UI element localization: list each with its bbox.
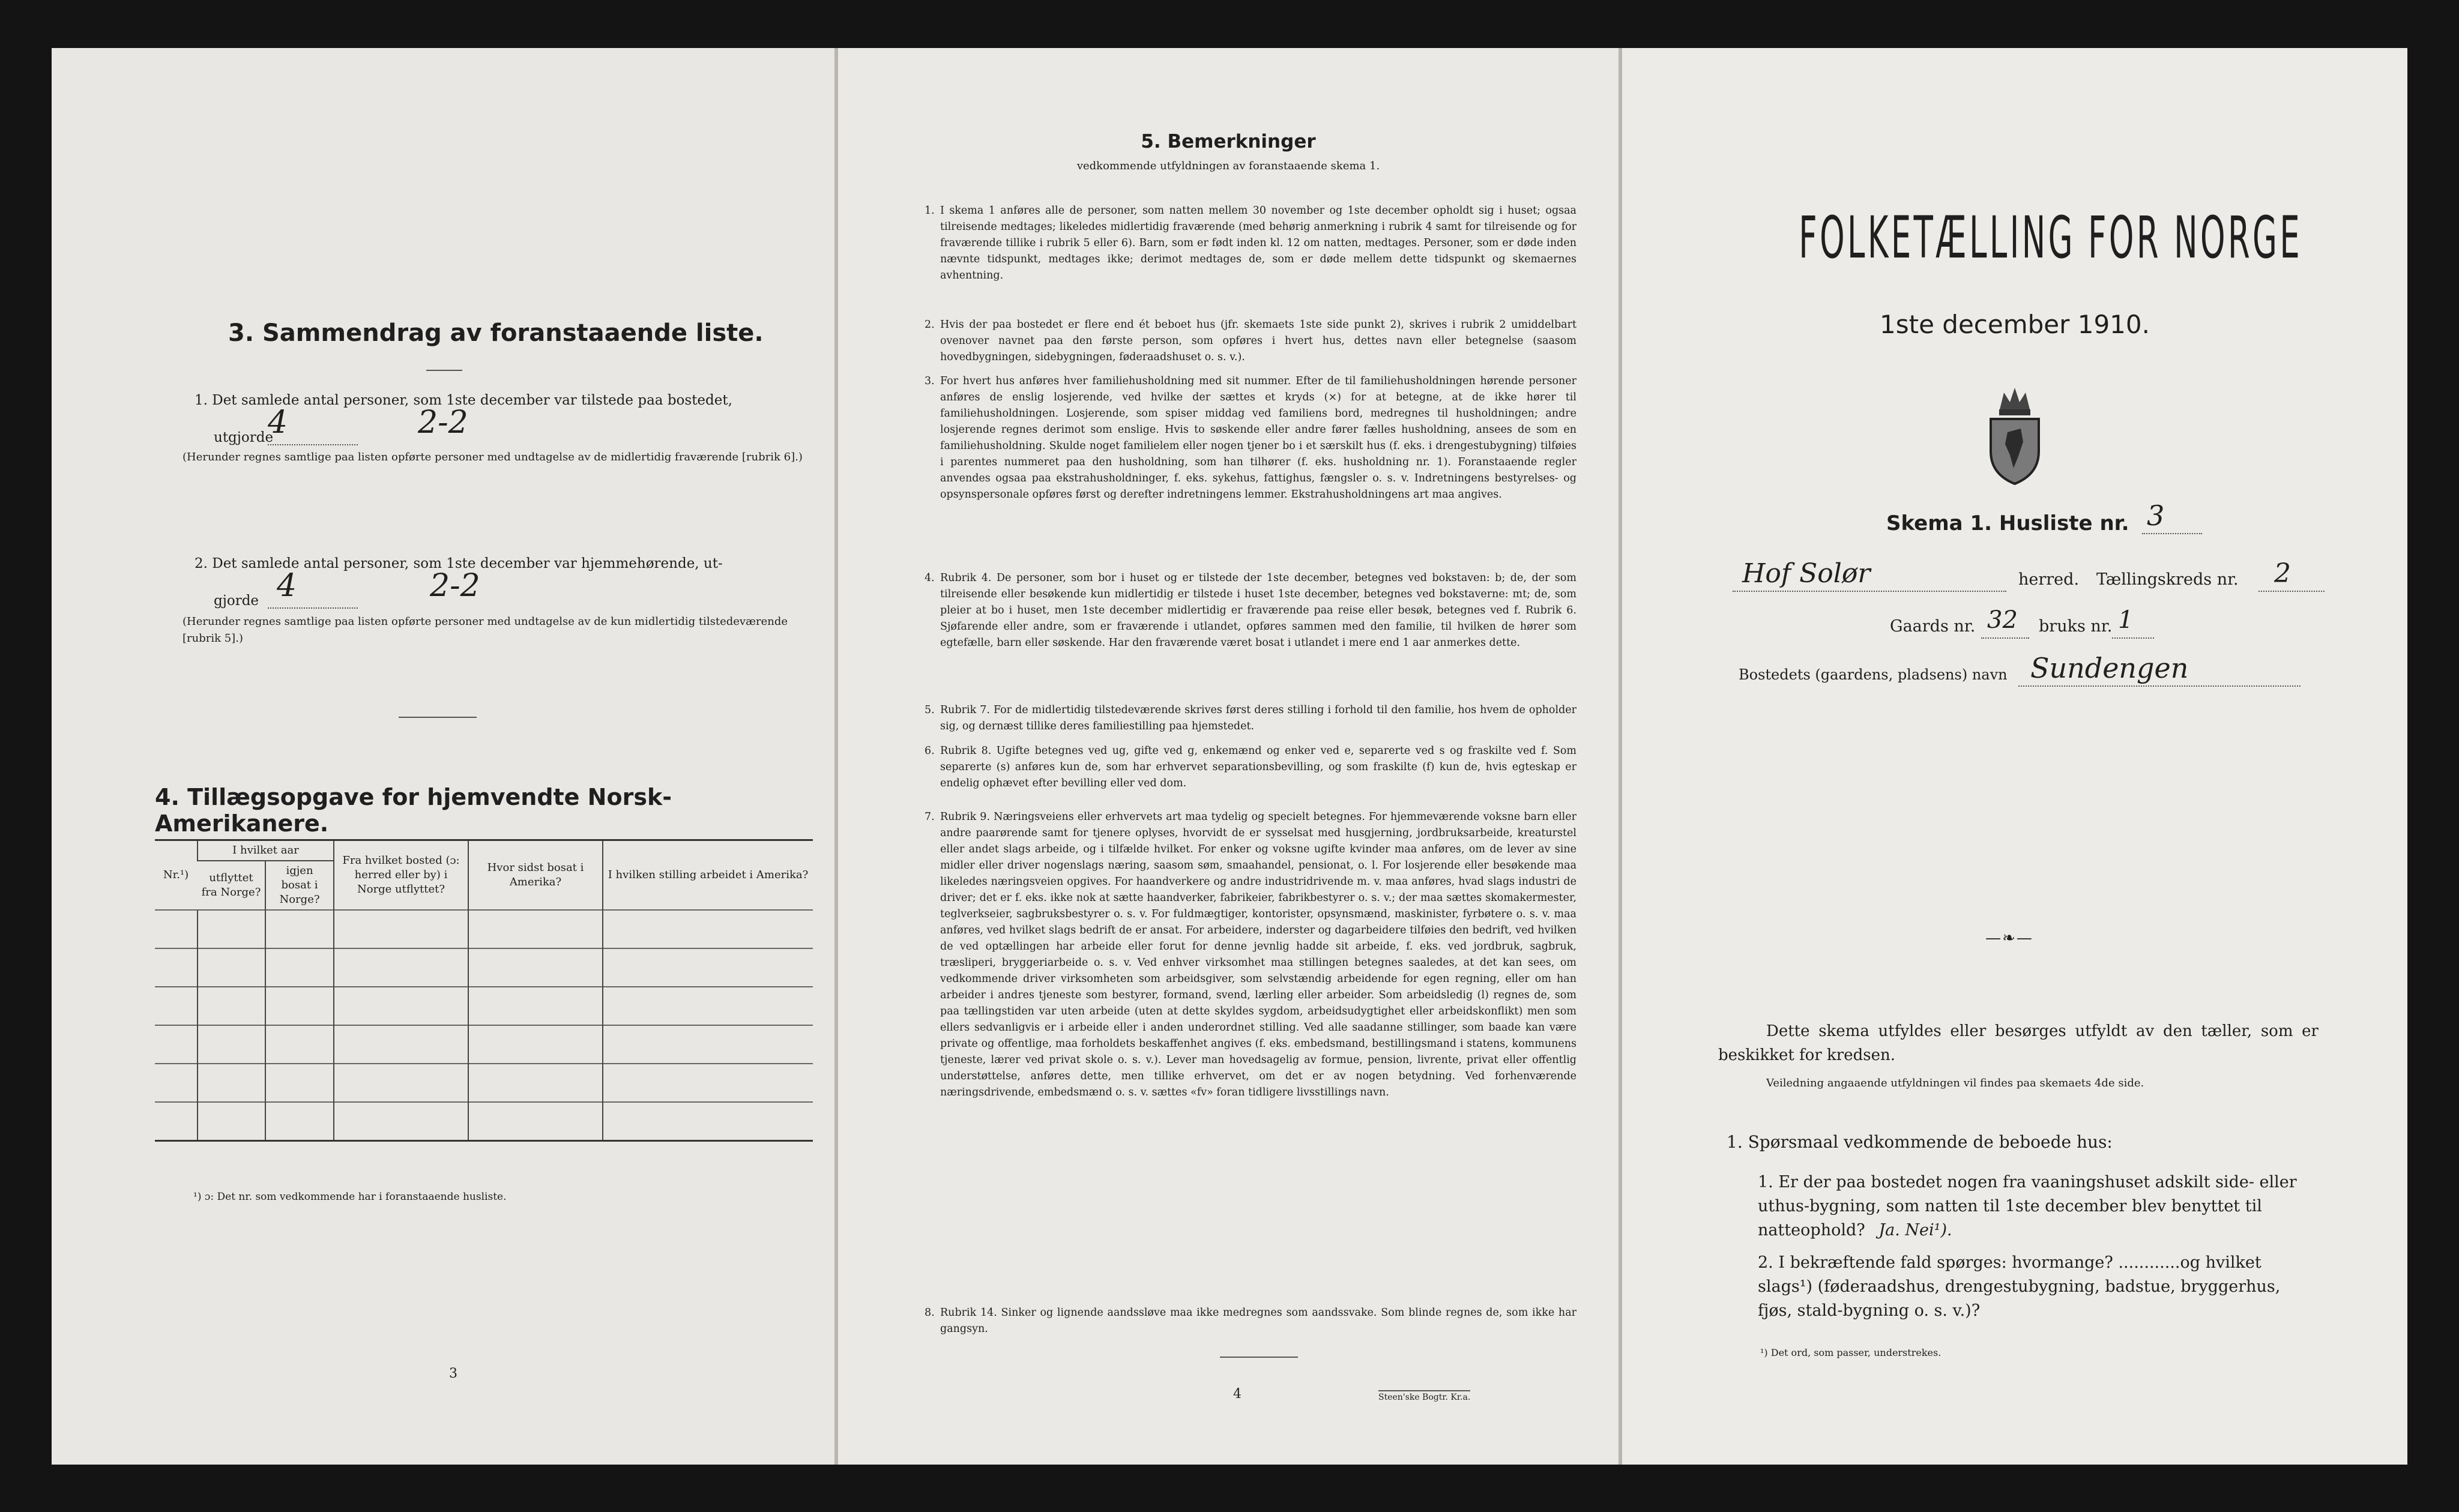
- item1-value-a: 4: [268, 405, 288, 441]
- remark-4: 4. Rubrik 4. De personer, som bor i huset og er tilstede der 1ste december, betegnes ved bokstaven: b; de, der som tilreisende eller besøkende kun midlertidig er tilstede i huset 1ste december, betegnes ved bokstaverne: mt; de, som pleier at bo i huset, men 1ste december midlertidig er fraværende paa reise eller besøk, betegnes ved f. Rubrik 6. Sjøfarende eller andre, som er fraværende i utlandet, opføres sammen med den familie, til hvilken de hører som egtefælle, barn eller søskende. Har den fraværende været bosat i utlandet i mere end 1 aar anmerkes dette.: [925, 572, 1576, 649]
- item1-value-b: 2-2: [418, 405, 468, 441]
- table-row: [155, 1064, 813, 1102]
- remark-3: 3. For hvert hus anføres hver familiehusholdning med sit nummer. Efter de til familiehusholdningen hørende personer anføres de enslig losjerende, ved hvilke der sættes et kryds (×) for at betegne, at de ikke hører til familiehusholdningen. Losjerende, som spiser middag ved familiens bord, medregnes til husholdningen; andre losjerende regnes derimot som enslige. Hvis to søskende eller andre fører fælles husholdning, ansees de som en familiehusholdning. Skulde noget familielem eller nogen tjener bo i et særskilt hus (f. eks. i drengestubygning) tilføies i parentes nummeret paa den husholdning, som han tilhører (f. eks. husholdning nr. 1). Foranstaaende regler anvendes ogsaa paa ekstrahusholdninger, f. eks. sykehus, fattighus, fængsler o. s. v. Indretningens bestyrelses- og opsynspersonale opføres først og derefter indretningens lemmer. Ekstrahusholdningens art maa angives.: [925, 375, 1576, 501]
- bosted-field[interactable]: [2018, 685, 2301, 687]
- table-row: [155, 987, 813, 1025]
- item2-value-b: 2-2: [430, 568, 480, 604]
- schema-label: Skema 1. Husliste nr.: [1886, 511, 2129, 535]
- husliste-nr: 3: [2147, 499, 2165, 532]
- col-position: I hvilken stilling arbeidet i Amerika?: [603, 841, 813, 910]
- remark-2: 2. Hvis der paa bostedet er flere end ét beboet hus (jfr. skemaets 1ste side punkt 2), skrives i rubrik 2 umiddelbart ovenover navnet paa den første person, som opføres i hvert hus, dettes navn eller betegnelse (saasom hovedbygningen, sidebygningen, føderaadshuset o. s. v.).: [925, 319, 1576, 363]
- remark-7: 7. Rubrik 9. Næringsveiens eller erhvervets art maa tydelig og specielt betegnes. For hjemmeværende voksne barn eller andre paarørende samt for tjenere oplyses, hvorvidt de er sysselsat med husgjerning, jordbruksarbeide, kreaturstel eller andet slags arbeide, og i tilfælde hvilket. For enker og voksne ugifte kvinder maa anføres, om de lever av sine midler eller driver nogenslags næring, saasom søm, smaahandel, pensionat, o. l. For losjerende eller besøkende maa likeledes næringsveien opgives. For haandverkere og andre industridrivende m. v. maa anføres, hvad slags industri de driver; det er f. eks. ikke nok at sætte haandverker, fabrikeier, fabrikbestyrer o. s. v.; der maa sættes skomakermester, teglverkseier, sagbruksbestyrer o. s. v. For fuldmægtiger, kontorister, opsynsmænd, maskinister, fyrbøtere o. s. v. maa anføres, ved hvilket slags bedrift de er ansat. For arbeidere, inderster og dagarbeidere tilføies den bedrift, ved hvilken de ved optællingen har arbeide eller forut for denne jevnlig hadde sit arbeide, f. eks. ved jordbruk, sagbruk, træsliperi, bryggeriarbeide o. s. v. Ved enhver virksomhet maa stillingen betegnes saaledes, at det kan sees, om vedkommende driver virksomheten som arbeidsgiver, som selvstændig arbeidende for egen regning, eller om han arbeider i andres tjeneste som bestyrer, formand, svend, lærling eller arbeider. Som arbeidsledig (l) regnes de, som paa tællingstiden var uten arbeide (uten at dette skyldes sygdom, arbeidsudygtighet eller arbeidskonflikt) men som ellers sedvanligvis er i arbeide eller i anden underordnet stilling. Ved alle saadanne stillinger, som baade kan være private og offentlige, maa forholdets beskaffenhet angives (f. eks. embedsmand, bestillingsmand i statens, kommunens tjeneste, lærer ved privat skole o. s. v.). Lever man hovedsagelig av formue, pension, livrente, privat eller offentlig understøttelse, anføres dette, men tillike erhvervet, om det er av nogen betydning. Ved forhenværende næringsdrivende, embedsmænd o. s. v. sættes «fv» foran tidligere livsstillings navn.: [925, 811, 1576, 1098]
- col-group-year: I hvilket aar: [198, 841, 334, 861]
- question-2: 2. I bekræftende fald spørges: hvormange? ............og hvilket slags¹) (føderaadshus, drengestubygning, badstue, bryggerhus, fjøs, stald-bygning o. s. v.)?: [1758, 1253, 2281, 1320]
- census-date: 1ste december 1910.: [1880, 310, 2150, 339]
- dotted-line: [2112, 637, 2154, 639]
- footnote: ¹) Det ord, som passer, understrekes.: [1760, 1347, 1942, 1358]
- item2-note: (Herunder regnes samtlige paa listen opførte personer med undtagelse av de kun midlertidig tilstedeværende [rubrik 5].): [183, 615, 788, 645]
- gaards-label: Gaards nr.: [1890, 617, 1976, 636]
- remarks-title: 5. Bemerkninger: [1141, 131, 1316, 152]
- table-row: [155, 910, 813, 948]
- item1-note: (Herunder regnes samtlige paa listen opførte personer med undtagelse av de midlertidig fraværende [rubrik 6].): [183, 451, 803, 463]
- table-row: [155, 1025, 813, 1064]
- page-4: [838, 48, 1619, 1465]
- section3-title: 3. Sammendrag av foranstaaende liste.: [228, 319, 764, 347]
- instruction-2: Veiledning angaaende utfyldningen vil findes paa skemaets 4de side.: [1766, 1077, 2144, 1089]
- col-returned: igjen bosat i Norge?: [265, 861, 334, 910]
- question-1-answer[interactable]: Ja. Nei¹).: [1878, 1221, 1952, 1239]
- table-row: [155, 948, 813, 987]
- question-1: 1. Er der paa bostedet nogen fra vaaningshuset adskilt side- eller uthus-bygning, som natten til 1ste december blev benyttet til natteophold? Ja. Nei¹).: [1758, 1173, 2297, 1239]
- ornament-icon: —❧—: [1985, 929, 2033, 947]
- instruction-1: Dette skema utfyldes eller besørges utfyldt av den tæller, som er beskikket for kredsen.: [1718, 1022, 2319, 1064]
- kreds-label: Tællingskreds nr.: [2096, 570, 2239, 589]
- remark-1: 1. I skema 1 anføres alle de personer, som natten mellem 30 november og 1ste december opholdt sig i huset; ogsaa tilreisende medtages; likeledes midlertidig fraværende (med behørig anmerkning i rubrik 4 samt for tilreisende og for fraværende tillike i rubrik 5 eller 6). Barn, som er født inden kl. 12 om natten, medtages. Personer, som er døde inden nævnte tidspunkt, medtages ikke; derimot medtages de, som er døde mellem dette tidspunkt og skemaernes avhentning.: [925, 205, 1576, 282]
- coat-of-arms-icon: [1979, 384, 2051, 486]
- kreds-value: 2: [2274, 558, 2291, 589]
- bosted-value: Sundengen: [2030, 652, 2189, 684]
- questions-heading: 1. Spørsmaal vedkommende de beboede hus:: [1727, 1132, 2113, 1152]
- remark-6: 6. Rubrik 8. Ugifte betegnes ved ug, gifte ved g, enkemænd og enker ved e, separerte ved s og fraskilte ved f. Som separerte (s) anføres kun de, som har erhvervet separationsbevilling, og som fraskilte (f) kun de, hvis egteskap er endelig ophævet efter bevilling eller ved dom.: [925, 745, 1576, 789]
- page-number: 3: [449, 1366, 457, 1381]
- herred-label: herred.: [2018, 570, 2080, 589]
- page-1: [1622, 48, 2407, 1465]
- item2-value-a: 4: [277, 568, 297, 604]
- table-row: [155, 1102, 813, 1141]
- section4-title: 4. Tillægsopgave for hjemvendte Norsk-Amerikanere.: [155, 784, 672, 837]
- bruks-label: bruks nr.: [2039, 617, 2113, 636]
- remark-8: 8. Rubrik 14. Sinker og lignende aandssløve maa ikke medregnes som aandssvake. Som blinde regnes de, som ikke har gangsyn.: [925, 1307, 1576, 1335]
- col-emigrated: utflyttet fra Norge?: [201, 872, 261, 899]
- printer-mark: Steen'ske Bogtr. Kr.a.: [1378, 1390, 1470, 1402]
- dotted-line: [2258, 591, 2325, 592]
- divider: [1220, 1357, 1298, 1358]
- item2-line2: gjorde: [214, 593, 259, 609]
- divider: [399, 717, 477, 718]
- americans-table: [155, 839, 813, 1142]
- herred-value: Hof Solør: [1742, 558, 1871, 589]
- bruks-value: 1: [2118, 606, 2134, 634]
- dotted-line: [268, 607, 358, 609]
- col-from: Fra hvilket bosted (ɔ: herred eller by) i Norge utflyttet?: [334, 841, 468, 910]
- item2-line1: 2. Det samlede antal personer, som 1ste december var hjemmehørende, ut-: [195, 556, 723, 571]
- remark-5: 5. Rubrik 7. For de midlertidig tilstedeværende skrives først deres stilling i forhold til den familie, hos hvem de opholder sig, og dernæst tillike deres familiestilling paa hjemstedet.: [925, 704, 1576, 732]
- col-nr: Nr.¹): [163, 869, 189, 881]
- main-title: FOLKETÆLLING FOR NORGE: [1799, 204, 2303, 271]
- dotted-line: [2142, 533, 2202, 534]
- page-3: [52, 48, 834, 1465]
- col-last: Hvor sidst bosat i Amerika?: [468, 841, 603, 910]
- dotted-line: [1981, 637, 2029, 639]
- remarks-subtitle: vedkommende utfyldningen av foranstaaende skema 1.: [1076, 160, 1380, 172]
- page-number: 4: [1233, 1387, 1242, 1402]
- item1-line2: utgjorde: [214, 430, 274, 445]
- item1-line1: 1. Det samlede antal personer, som 1ste december var tilstede paa bostedet,: [195, 393, 732, 408]
- herred-field[interactable]: [1733, 591, 2006, 592]
- gaards-value: 32: [1987, 606, 2018, 634]
- bosted-label: Bostedets (gaardens, pladsens) navn: [1739, 666, 2008, 683]
- footnote: ¹) ɔ: Det nr. som vedkommende har i foranstaaende husliste.: [193, 1191, 507, 1203]
- dotted-line: [268, 444, 358, 445]
- divider: [426, 370, 462, 371]
